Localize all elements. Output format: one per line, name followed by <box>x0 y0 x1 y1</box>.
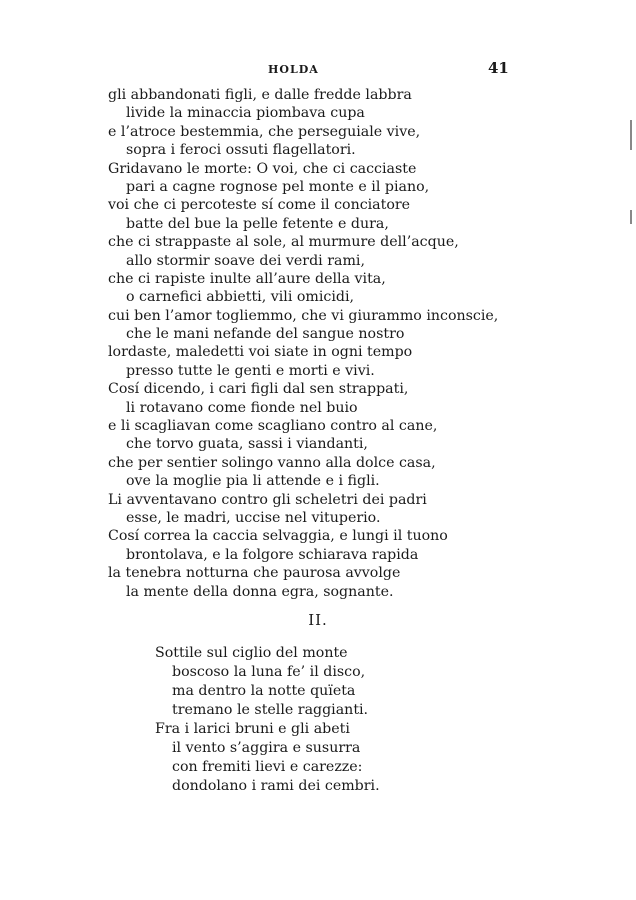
verse-line: Li avventavano contro gli scheletri dei padri <box>108 491 427 508</box>
running-title: HOLDA <box>268 63 319 76</box>
verse-line: pari a cagne rognose pel monte e il piano, <box>126 178 430 195</box>
section-number: II. <box>308 611 328 629</box>
verse-line: e l’atroce bestemmia, che perseguiale vive, <box>108 123 421 140</box>
verse-line: con fremiti lievi e carezze: <box>172 759 363 775</box>
verse-line: gli abbandonati figli, e dalle fredde labbra <box>108 87 412 103</box>
verse-line: che per sentier solingo vanno alla dolce casa, <box>108 454 436 471</box>
verse-line: la tenebra notturna che paurosa avvolge <box>108 565 401 582</box>
verse-line: li rotavano come fionde nel buio <box>126 399 358 416</box>
verse-line: che ci strappaste al sole, al murmure dell’acque, <box>108 234 459 251</box>
verse-line: boscoso la luna fe’ il disco, <box>172 664 366 680</box>
poem-stanza-1 <box>0 86 636 601</box>
verse-line: Cosí correa la caccia selvaggia, e lungi il tuono <box>108 528 448 545</box>
verse-line: che ci rapiste inulte all’aure della vita, <box>108 270 386 287</box>
verse-line: livide la minaccia piombava cupa <box>126 105 365 122</box>
running-head <box>0 59 636 81</box>
verse-line: esse, le madri, uccise nel vituperio. <box>126 509 381 526</box>
verse-line: che torvo guata, sassi i viandanti, <box>126 436 368 453</box>
verse-line: Fra i larici bruni e gli abeti <box>155 721 350 737</box>
verse-line: voi che ci percoteste sí come il conciatore <box>108 197 411 214</box>
verse-line: ove la moglie pia li attende e i figli. <box>126 473 380 490</box>
verse-line: sopra i feroci ossuti flagellatori. <box>126 142 356 159</box>
verse-line: tremano le stelle raggianti. <box>172 702 369 718</box>
verse-line: Cosí dicendo, i cari figli dal sen strappati, <box>108 381 409 398</box>
verse-line: o carnefici abbietti, vili omicidi, <box>126 289 355 306</box>
verse-line: Gridavano le morte: O voi, che ci cacciaste <box>108 160 417 177</box>
verse-line: cui ben l’amor togliemmo, che vi giurammo inconscie, <box>108 307 499 324</box>
verse-line: brontolava, e la folgore schiarava rapida <box>126 546 419 563</box>
verse-line: presso tutte le genti e morti e vivi. <box>126 362 375 379</box>
verse-line: e li scagliavan come scagliano contro al cane, <box>108 418 438 435</box>
page-number: 41 <box>488 59 509 77</box>
verse-line: dondolano i rami dei cembri. <box>172 778 380 794</box>
verse-line: lordaste, maledetti voi siate in ogni tempo <box>108 344 413 361</box>
verse-line: allo stormir soave dei verdi rami, <box>126 252 365 269</box>
verse-line: ma dentro la notte quïeta <box>172 683 356 699</box>
verse-line: Sottile sul ciglio del monte <box>155 645 348 661</box>
poem-stanza-2 <box>0 644 636 796</box>
page-edge-mark <box>630 120 632 150</box>
verse-line: il vento s’aggira e susurra <box>172 740 361 756</box>
verse-line: che le mani nefande del sangue nostro <box>126 326 405 343</box>
verse-line: la mente della donna egra, sognante. <box>126 583 394 600</box>
page-edge-mark <box>630 210 632 224</box>
verse-line: batte del bue la pelle fetente e dura, <box>126 215 389 232</box>
